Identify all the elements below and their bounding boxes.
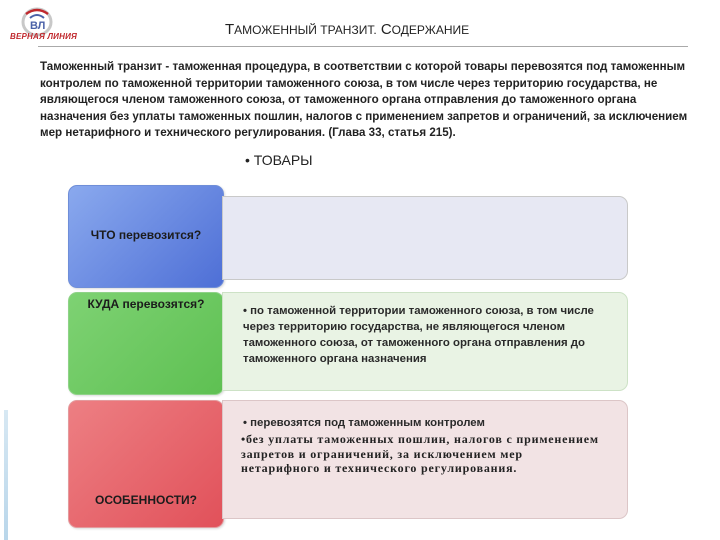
answer-features-line1: • перевозятся под таможенным контролем <box>243 417 485 429</box>
title-word-2: ОДЕРЖАНИЕ <box>391 23 470 37</box>
question-box-where <box>68 292 224 395</box>
logo-text: ВЕРНАЯ ЛИНИЯ <box>10 32 78 41</box>
decorative-side-bar <box>4 410 8 540</box>
title-first-letter: Т <box>225 21 235 38</box>
answer-box-where <box>222 292 628 391</box>
question-box-features <box>68 400 224 528</box>
answer-features-line2: •без уплаты таможенных пошлин, налогов с применением запретов и ограничений, за исключением мер нетарифного и технического регулирования. <box>241 432 599 475</box>
definition-text: Таможенный транзит - таможенная процедура, в соответствии с которой товары перевозятся под таможенным контролем по таможенной территории таможенного союза, в том числе через территорию государства, не являющегося членом таможенного союза, от таможенного органа отправления до таможенного органа назначения без уплаты таможенных пошлин, налогов с применением запретов и ограничений, за исключением мер нетарифного и технического регулирования. (Глава 33, статья 215). <box>40 60 688 140</box>
logo-icon <box>8 4 66 50</box>
question-features: ОСОБЕННОСТИ? <box>95 493 197 507</box>
page-title <box>225 21 469 38</box>
question-box-what <box>68 185 224 288</box>
svg-text:ВЛ: ВЛ <box>30 20 46 32</box>
question-what: ЧТО перевозится? <box>90 228 202 242</box>
answer-goods: • ТОВАРЫ <box>245 152 313 168</box>
title-divider <box>38 46 688 47</box>
title-word-1: АМОЖЕННЫЙ ТРАНЗИТ. <box>234 23 377 37</box>
question-where: КУДА перевозятся? <box>87 297 205 311</box>
answer-where: • по таможенной территории таможенного союза, в том числе через территорию государства, не являющегося членом таможенного союза, от таможенного органа отправления до таможенного органа назначения <box>243 305 594 365</box>
answer-box-features <box>222 400 628 519</box>
answer-box-what <box>222 196 628 280</box>
title-second-letter: С <box>380 21 392 38</box>
